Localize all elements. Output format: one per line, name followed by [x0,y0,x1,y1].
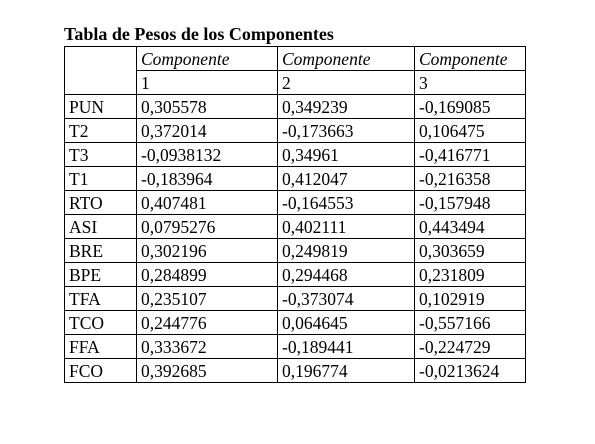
weight-cell-component-2: 0,402111 [278,215,415,239]
table-body [65,47,526,383]
table-row [65,95,526,119]
weight-cell-component-3: 0,303659 [415,239,526,263]
weight-cell-component-3: 0,102919 [415,287,526,311]
weight-cell-component-1: 0,302196 [137,239,278,263]
weight-cell-component-3: -0,0213624 [415,359,526,383]
weight-cell-component-2: 0,412047 [278,167,415,191]
table-row [65,311,526,335]
weight-cell-component-3: -0,416771 [415,143,526,167]
weight-cell-component-3: -0,216358 [415,167,526,191]
row-label-cell: FFA [65,335,137,359]
row-label-cell: T1 [65,167,137,191]
row-label-cell: PUN [65,95,137,119]
column-header-1-name: Componente [137,47,278,71]
row-label-cell: T3 [65,143,137,167]
weight-cell-component-2: -0,164553 [278,191,415,215]
column-header-2-index: 2 [278,71,415,95]
row-label-cell: RTO [65,191,137,215]
weight-cell-component-1: 0,305578 [137,95,278,119]
weight-cell-component-1: 0,0795276 [137,215,278,239]
table-row [65,191,526,215]
weight-cell-component-1: 0,284899 [137,263,278,287]
column-header-3-index: 3 [415,71,526,95]
header-corner-cell [65,47,137,95]
table-row [65,215,526,239]
header-row-names [65,47,526,71]
row-label-cell: FCO [65,359,137,383]
table-row [65,143,526,167]
table-title: Tabla de Pesos de los Componentes [64,24,334,44]
weight-cell-component-2: -0,189441 [278,335,415,359]
weight-cell-component-1: 0,244776 [137,311,278,335]
weight-cell-component-3: 0,106475 [415,119,526,143]
weight-cell-component-2: 0,34961 [278,143,415,167]
weight-cell-component-2: 0,064645 [278,311,415,335]
table-row [65,119,526,143]
column-header-1-index: 1 [137,71,278,95]
weight-cell-component-2: -0,373074 [278,287,415,311]
weight-cell-component-1: 0,407481 [137,191,278,215]
weight-cell-component-1: 0,333672 [137,335,278,359]
weight-cell-component-1: 0,392685 [137,359,278,383]
weight-cell-component-2: 0,349239 [278,95,415,119]
table-row [65,335,526,359]
weight-cell-component-2: 0,294468 [278,263,415,287]
weight-cell-component-3: -0,224729 [415,335,526,359]
weight-cell-component-1: 0,372014 [137,119,278,143]
weight-cell-component-1: -0,0938132 [137,143,278,167]
column-header-3-name: Componente [415,47,526,71]
component-weights-table [64,46,526,383]
weight-cell-component-3: 0,231809 [415,263,526,287]
row-label-cell: TCO [65,311,137,335]
table-row [65,239,526,263]
weight-cell-component-3: -0,157948 [415,191,526,215]
weight-cell-component-3: -0,169085 [415,95,526,119]
row-label-cell: ASI [65,215,137,239]
weight-cell-component-1: -0,183964 [137,167,278,191]
table-row [65,359,526,383]
weight-cell-component-2: -0,173663 [278,119,415,143]
weight-cell-component-3: -0,557166 [415,311,526,335]
weight-cell-component-3: 0,443494 [415,215,526,239]
weight-cell-component-2: 0,249819 [278,239,415,263]
row-label-cell: BPE [65,263,137,287]
column-header-2-name: Componente [278,47,415,71]
row-label-cell: TFA [65,287,137,311]
table-row [65,287,526,311]
weight-cell-component-2: 0,196774 [278,359,415,383]
table-row [65,263,526,287]
row-label-cell: BRE [65,239,137,263]
table-row [65,167,526,191]
row-label-cell: T2 [65,119,137,143]
weight-cell-component-1: 0,235107 [137,287,278,311]
